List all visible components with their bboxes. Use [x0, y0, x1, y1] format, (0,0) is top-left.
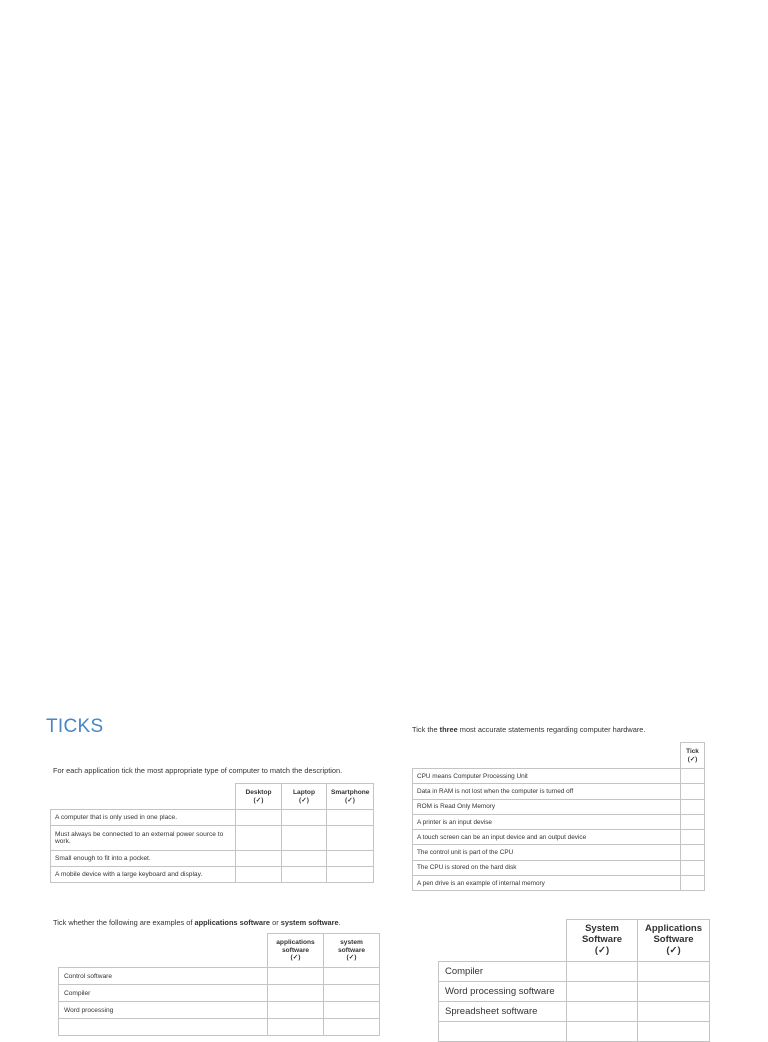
tick-cell[interactable]	[638, 962, 710, 982]
instruction-text: most accurate statements regarding computer hardware.	[457, 725, 646, 734]
row-label	[439, 1022, 567, 1042]
table-row	[413, 799, 705, 814]
tick-cell[interactable]	[327, 851, 374, 867]
tick-cell[interactable]	[236, 867, 282, 883]
tick-cell[interactable]	[681, 845, 705, 860]
row-label	[59, 1019, 268, 1036]
tick-cell[interactable]	[282, 867, 327, 883]
tick-cell[interactable]	[638, 1002, 710, 1022]
tick-cell[interactable]	[567, 1022, 638, 1042]
table-row	[59, 1019, 380, 1036]
col-header-smartphone: Smartphone (✓)	[327, 784, 374, 810]
q1-instruction: For each application tick the most appropriate type of computer to match the description.	[53, 766, 343, 775]
row-label: Word processing	[59, 1002, 268, 1019]
tick-cell[interactable]	[567, 982, 638, 1002]
row-label: Compiler	[439, 962, 567, 982]
table-row	[413, 860, 705, 875]
table-corner	[439, 920, 567, 962]
table-row	[51, 867, 374, 883]
computer-type-table	[50, 783, 374, 883]
table-row	[413, 769, 705, 784]
q3-instruction	[53, 918, 341, 927]
table-row	[59, 1002, 380, 1019]
table-corner	[59, 934, 268, 968]
row-label: Spreadsheet software	[439, 1002, 567, 1022]
tick-cell[interactable]	[681, 799, 705, 814]
q2-instruction	[412, 725, 645, 734]
tick-cell[interactable]	[282, 810, 327, 826]
col-header-applications-software: Applications Software (✓)	[638, 920, 710, 962]
row-label: Word processing software	[439, 982, 567, 1002]
tick-cell[interactable]	[327, 810, 374, 826]
table-row	[413, 876, 705, 891]
col-header-laptop: Laptop (✓)	[282, 784, 327, 810]
col-header-system-software: system software (✓)	[324, 934, 380, 968]
tick-cell[interactable]	[324, 968, 380, 985]
instruction-text: .	[338, 918, 341, 927]
tick-cell[interactable]	[681, 814, 705, 829]
row-label: A printer is an input devise	[413, 814, 681, 829]
tick-cell[interactable]	[327, 826, 374, 851]
row-label: Must always be connected to an external power source to work.	[51, 826, 236, 851]
instruction-text: Tick the	[412, 725, 440, 734]
table-corner	[413, 743, 681, 769]
tick-cell[interactable]	[681, 860, 705, 875]
tick-cell[interactable]	[324, 985, 380, 1002]
table-row	[51, 810, 374, 826]
row-label: Data in RAM is not lost when the computer is turned off	[413, 784, 681, 799]
tick-cell[interactable]	[268, 968, 324, 985]
col-header-desktop: Desktop (✓)	[236, 784, 282, 810]
table-row	[439, 1002, 710, 1022]
tick-cell[interactable]	[282, 851, 327, 867]
tick-cell[interactable]	[268, 1019, 324, 1036]
tick-cell[interactable]	[327, 867, 374, 883]
row-label: Small enough to fit into a pocket.	[51, 851, 236, 867]
col-header-system-software: System Software (✓)	[567, 920, 638, 962]
instruction-bold: applications software	[194, 918, 271, 927]
instruction-bold: system software	[280, 918, 339, 927]
table-row	[413, 845, 705, 860]
row-label: The CPU is stored on the hard disk	[413, 860, 681, 875]
tick-cell[interactable]	[567, 1002, 638, 1022]
tick-cell[interactable]	[681, 876, 705, 891]
row-label: A computer that is only used in one place.	[51, 810, 236, 826]
row-label: CPU means Computer Processing Unit	[413, 769, 681, 784]
tick-cell[interactable]	[236, 826, 282, 851]
row-label: Control software	[59, 968, 268, 985]
table-row	[413, 784, 705, 799]
row-label: The control unit is part of the CPU	[413, 845, 681, 860]
tick-cell[interactable]	[236, 810, 282, 826]
tick-cell[interactable]	[681, 784, 705, 799]
applications-vs-system-table	[58, 933, 380, 1036]
instruction-text: Tick whether the following are examples of	[53, 918, 195, 927]
tick-cell[interactable]	[638, 1022, 710, 1042]
tick-cell[interactable]	[282, 826, 327, 851]
table-row	[439, 962, 710, 982]
row-label: Compiler	[59, 985, 268, 1002]
tick-cell[interactable]	[324, 1019, 380, 1036]
table-row	[413, 830, 705, 845]
row-label: A touch screen can be an input device and an output device	[413, 830, 681, 845]
row-label: A pen drive is an example of internal memory	[413, 876, 681, 891]
tick-cell[interactable]	[268, 1002, 324, 1019]
row-label: ROM is Read Only Memory	[413, 799, 681, 814]
tick-cell[interactable]	[638, 982, 710, 1002]
tick-cell[interactable]	[324, 1002, 380, 1019]
instruction-bold: three	[439, 725, 458, 734]
tick-cell[interactable]	[681, 830, 705, 845]
table-row	[51, 851, 374, 867]
tick-cell[interactable]	[681, 769, 705, 784]
row-label: A mobile device with a large keyboard and display.	[51, 867, 236, 883]
table-row	[439, 1022, 710, 1042]
tick-cell[interactable]	[268, 985, 324, 1002]
tick-cell[interactable]	[567, 962, 638, 982]
instruction-text: or	[270, 918, 281, 927]
table-row	[51, 826, 374, 851]
col-header-tick: Tick (✓)	[681, 743, 705, 769]
table-row	[59, 985, 380, 1002]
tick-cell[interactable]	[236, 851, 282, 867]
table-row	[413, 814, 705, 829]
table-row	[439, 982, 710, 1002]
table-row	[59, 968, 380, 985]
page-heading: TICKS	[46, 716, 104, 737]
hardware-statements-table	[412, 742, 705, 891]
col-header-applications-software: applications software (✓)	[268, 934, 324, 968]
table-corner	[51, 784, 236, 810]
